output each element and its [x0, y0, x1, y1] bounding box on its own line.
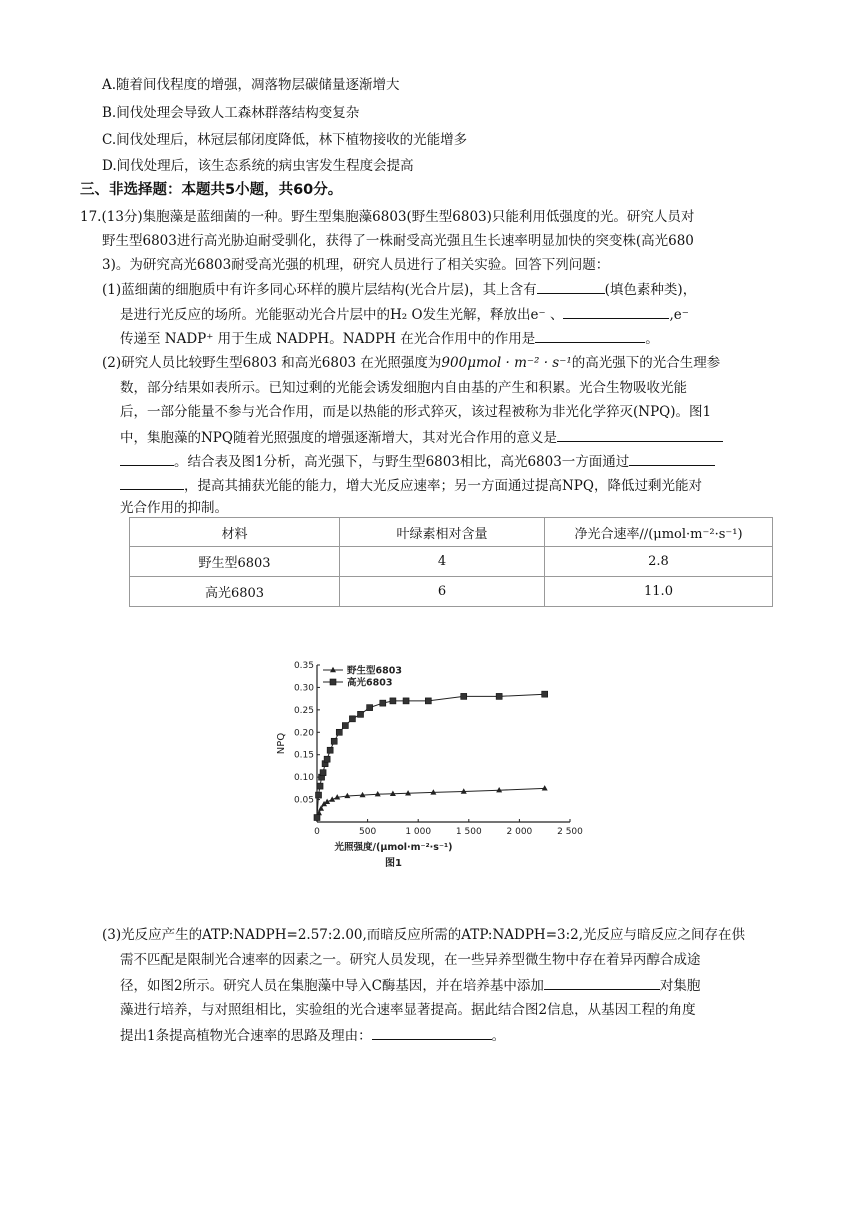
data-point — [403, 698, 409, 704]
option-d: D.间伐处理后，该生态系统的病虫害发生程度会提高 — [102, 158, 414, 174]
x-axis-label: 光照强度/(μmol·m⁻²·s⁻¹) — [334, 842, 453, 853]
x-tick-label: 1 000 — [405, 827, 432, 837]
q17-part2-line-7: 光合作用的抑制。 — [120, 500, 228, 516]
q17-part1-line-3: 传递至 NADP⁺ 用于生成 NADPH。NADPH 在光合作用中的作用是 。 — [120, 328, 659, 349]
q17-part2-line-3: 后，一部分能量不参与光合作用，而是以热能的形式猝灭，该过程被称为非光化学猝灭(NPQ)。图1 — [120, 404, 712, 420]
data-point — [461, 693, 467, 699]
data-point — [316, 792, 322, 798]
data-point — [336, 729, 342, 735]
data-point — [327, 747, 333, 753]
x-tick-label: 0 — [314, 827, 320, 837]
x-tick-label: 2 500 — [557, 827, 583, 837]
data-point — [542, 785, 548, 790]
x-tick-label: 2 000 — [506, 827, 533, 837]
data-point — [324, 756, 330, 762]
table-cell: 11.0 — [545, 577, 773, 607]
data-point — [496, 693, 502, 699]
data-point — [314, 815, 320, 821]
q17-part2-line-2: 数，部分结果如表所示。已知过剩的光能会诱发细胞内自由基的产生和积累。光合生物吸收光能 — [120, 380, 687, 396]
answer-blank-mechanism-cont[interactable] — [120, 475, 184, 490]
answer-blank-nadph-role[interactable] — [535, 328, 645, 343]
data-point — [358, 711, 364, 717]
answer-blank-npq-significance[interactable] — [557, 427, 723, 442]
data-point — [390, 698, 396, 704]
option-c: C.间伐处理后，林冠层郁闭度降低，林下植物接收的光能增多 — [102, 132, 468, 148]
table-header-cell: 净光合速率//(μmol·m⁻²·s⁻¹) — [545, 518, 773, 547]
data-point — [349, 716, 355, 722]
table-row — [130, 577, 773, 607]
q17-part3-line-3: 径，如图2所示。研究人员在集胞藻中导入C酶基因，并在培养基中添加 对集胞 — [120, 975, 700, 996]
y-axis-label: NPQ — [276, 732, 287, 755]
q17-part1-line-2: 是进行光反应的场所。光能驱动光合片层中的H₂ O发生光解，释放出e⁻ 、 ,e⁻ — [120, 304, 689, 325]
y-tick-label: 0.05 — [293, 795, 314, 806]
q17-part2-line-4: 中，集胞藻的NPQ随着光照强度的增强逐渐增大，其对光合作用的意义是 — [120, 427, 723, 448]
section-title: 三、非选择题：本题共5小题，共60分。 — [80, 182, 343, 198]
table-cell: 野生型6803 — [130, 547, 340, 577]
data-point — [342, 723, 348, 729]
legend-entry: 高光6803 — [347, 677, 393, 689]
y-tick-label: 0.25 — [293, 705, 314, 716]
series-line-high-light — [317, 694, 545, 817]
y-tick-label: 0.10 — [293, 773, 314, 784]
answer-blank-photolysis-product[interactable] — [563, 304, 669, 319]
table-cell: 6 — [340, 577, 545, 607]
q17-intro-line-2: 野生型6803进行高光胁迫耐受驯化，获得了一株耐受高光强且生长速率明显加快的突变株(高光680 — [102, 233, 694, 249]
q17-part3-line-2: 需不匹配是限制光合速率的因素之一。研究人员发现，在一些异养型微生物中存在着异丙醇合成途 — [120, 952, 701, 968]
data-point — [320, 770, 326, 776]
data-point — [425, 698, 431, 704]
q17-part1-line-1: (1)蓝细菌的细胞质中有许多同心环样的膜片层结构(光合片层)，其上含有 (填色素种类)， — [102, 279, 696, 300]
answer-blank-npq-significance-cont[interactable] — [120, 451, 174, 466]
y-tick-label: 0.35 — [293, 661, 314, 671]
q17-part3-line-1: (3)光反应产生的ATP:NADPH=2.57:2.00,而暗反应所需的ATP:NADPH=3:2,光反应与暗反应之间存在供 — [102, 927, 746, 943]
table-header-row — [130, 518, 773, 547]
legend-marker — [330, 679, 336, 685]
light-intensity-value: 900μmol · m⁻² · s⁻¹ — [441, 355, 572, 371]
legend-entry: 野生型6803 — [347, 665, 402, 677]
table-header-cell: 材料 — [130, 518, 340, 547]
data-table — [129, 517, 773, 607]
table-header-cell: 叶绿素相对含量 — [340, 518, 545, 547]
data-point — [380, 700, 386, 706]
data-point — [331, 738, 337, 744]
x-tick-label: 500 — [359, 827, 377, 837]
series-line-wild-type — [317, 788, 545, 817]
table-cell: 2.8 — [545, 547, 773, 577]
q17-intro-line-1: 17.(13分)集胞藻是蓝细菌的一种。野生型集胞藻6803(野生型6803)只能利用低强度的光。研究人员对 — [80, 209, 695, 225]
q17-part2-line-6: ，提高其捕获光能的能力，增大光反应速率；另一方面通过提高NPQ，降低过剩光能对 — [120, 475, 702, 496]
answer-blank-substrate[interactable] — [544, 975, 660, 990]
q17-part2-line-1: (2)研究人员比较野生型6803 和高光6803 在光照强度为900μmol · m⁻² · s⁻¹的高光强下的光合生理参 — [102, 355, 721, 371]
option-a: A.随着间伐程度的增强，凋落物层碳储量逐渐增大 — [102, 77, 400, 93]
q17-part3-line-5: 提出1条提高植物光合速率的思路及理由： 。 — [120, 1025, 505, 1046]
q17-part2-line-5: 。结合表及图1分析，高光强下，与野生型6803相比，高光6803一方面通过 — [120, 451, 715, 472]
option-b: B.间伐处理会导致人工森林群落结构变复杂 — [102, 105, 360, 121]
y-tick-label: 0.30 — [293, 683, 314, 694]
y-tick-label: 0.15 — [293, 750, 314, 761]
table-row — [130, 547, 773, 577]
data-point — [542, 691, 548, 697]
y-tick-label: 0.20 — [293, 728, 314, 739]
q17-part3-line-4: 藻进行培养，与对照组相比，实验组的光合速率显著提高。据此结合图2信息，从基因工程的角度 — [120, 1002, 696, 1018]
answer-blank-idea[interactable] — [372, 1025, 492, 1040]
answer-blank-mechanism[interactable] — [629, 451, 715, 466]
q17-intro-line-3: 3)。为研究高光6803耐受高光强的机理，研究人员进行了相关实验。回答下列问题： — [102, 257, 610, 273]
data-point — [367, 705, 373, 711]
x-tick-label: 1 500 — [455, 827, 482, 837]
npq-chart — [260, 650, 600, 880]
answer-blank-pigments[interactable] — [537, 279, 605, 294]
data-point — [317, 783, 323, 789]
table-cell: 高光6803 — [130, 577, 340, 607]
table-cell: 4 — [340, 547, 545, 577]
figure-caption: 图1 — [385, 858, 402, 869]
